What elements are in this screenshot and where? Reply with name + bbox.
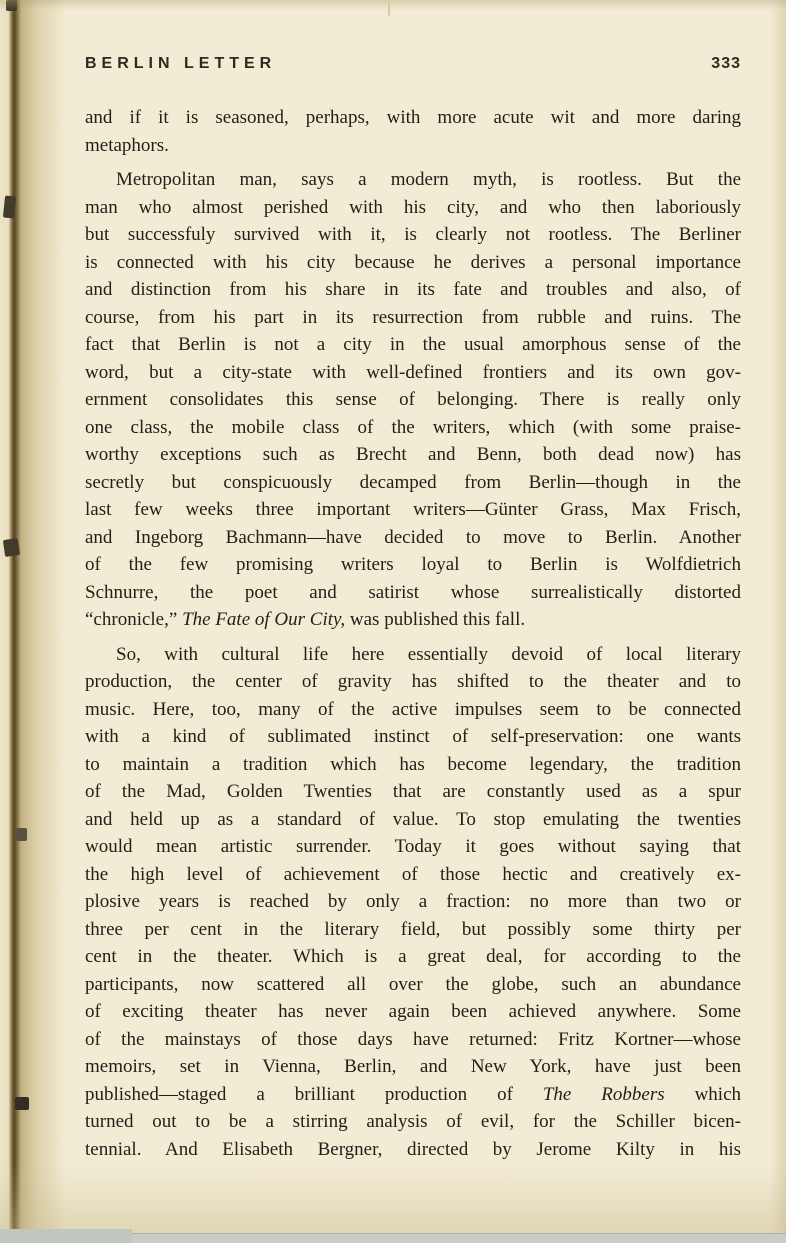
text-line: and held up as a standard of value. To stop emulating the twenties	[85, 808, 741, 830]
page-binding-edge	[0, 0, 66, 1243]
text-line: last few weeks three important writers—Günter Grass, Max Frisch,	[85, 499, 741, 520]
text-line: and Ingeborg Bachmann—have decided to move to Berlin. Another	[85, 526, 741, 548]
paper-crease	[388, 0, 390, 16]
text-line: music. Here, too, many of the active impulses seem to be connected	[85, 698, 741, 720]
text-line: tennial. And Elisabeth Bergner, directed by Jerome Kilty in his	[85, 1138, 741, 1160]
binding-stitch-mark	[15, 1097, 29, 1110]
text-line: worthy exceptions such as Brecht and Benn, both dead now) has	[85, 444, 741, 465]
paragraph	[85, 166, 741, 634]
scan-bottom-edge-left	[0, 1229, 132, 1243]
text-line: one class, the mobile class of the writers, which (with some praise-	[85, 416, 741, 438]
text-line: of exciting theater has never again been achieved anywhere. Some	[85, 1001, 741, 1022]
binding-stitch-mark	[3, 538, 20, 557]
binding-stitch-mark	[3, 195, 16, 218]
page-top-shadow	[0, 0, 786, 10]
running-head	[85, 55, 741, 75]
text-line: ernment consolidates this sense of belonging. There is really only	[85, 389, 741, 410]
page-bottom-shadow	[0, 1164, 786, 1234]
text-line: man who almost perished with his city, and who then laboriously	[85, 196, 741, 218]
page-content	[85, 55, 741, 1163]
paragraph	[85, 641, 741, 1164]
page-right-shadow	[770, 0, 786, 1243]
text-line: “chronicle,” The Fate of Our City, was published this fall.	[85, 609, 526, 630]
text-line: word, but a city-state with well-defined frontiers and its own gov-	[85, 361, 741, 383]
body-text	[85, 104, 741, 1163]
binding-stitch-mark	[16, 828, 27, 841]
text-line: with a kind of sublimated instinct of self-preservation: one wants	[85, 726, 741, 747]
text-line: of the mainstays of those days have returned: Fritz Kortner—whose	[85, 1028, 741, 1050]
text-line: but successfuly survived with it, is clearly not rootless. The Berliner	[85, 224, 741, 245]
text-line: and distinction from his share in its fate and troubles and also, of	[85, 279, 741, 300]
text-line: memoirs, set in Vienna, Berlin, and New York, have just been	[85, 1056, 741, 1077]
text-line: of the few promising writers loyal to Berlin is Wolfdietrich	[85, 554, 741, 575]
text-line: the high level of achievement of those hectic and creatively ex-	[85, 863, 741, 885]
text-line: and if it is seasoned, perhaps, with more acute wit and more daring	[85, 107, 741, 128]
text-line: turned out to be a stirring analysis of evil, for the Schiller bicen-	[85, 1111, 741, 1132]
text-line: cent in the theater. Which is a great deal, for according to the	[85, 946, 741, 967]
text-line: Metropolitan man, says a modern myth, is rootless. But the	[116, 169, 741, 190]
text-line: So, with cultural life here essentially devoid of local literary	[116, 643, 741, 665]
text-line: to maintain a tradition which has become legendary, the tradition	[85, 753, 741, 775]
text-line: three per cent in the literary field, but possibly some thirty per	[85, 918, 741, 940]
text-line: Schnurre, the poet and satirist whose surrealistically distorted	[85, 581, 741, 603]
running-head-title: BERLIN LETTER	[85, 55, 277, 72]
text-line: fact that Berlin is not a city in the usual amorphous sense of the	[85, 334, 741, 355]
text-line: metaphors.	[85, 134, 169, 156]
text-line: of the Mad, Golden Twenties that are constantly used as a spur	[85, 781, 741, 802]
text-line: published—staged a brilliant production of The Robbers which	[85, 1083, 742, 1105]
text-line: is connected with his city because he derives a personal importance	[85, 251, 741, 273]
text-line: course, from his part in its resurrection from rubble and ruins. The	[85, 306, 741, 328]
text-line: participants, now scattered all over the globe, such an abundance	[85, 973, 741, 995]
text-line: production, the center of gravity has shifted to the theater and to	[85, 671, 741, 692]
text-line: would mean artistic surrender. Today it goes without saying that	[85, 836, 741, 857]
paragraph	[85, 104, 741, 159]
text-line: plosive years is reached by only a fraction: no more than two or	[85, 891, 741, 912]
text-line: secretly but conspicuously decamped from Berlin—though in the	[85, 471, 741, 493]
page-number: 333	[711, 55, 741, 72]
